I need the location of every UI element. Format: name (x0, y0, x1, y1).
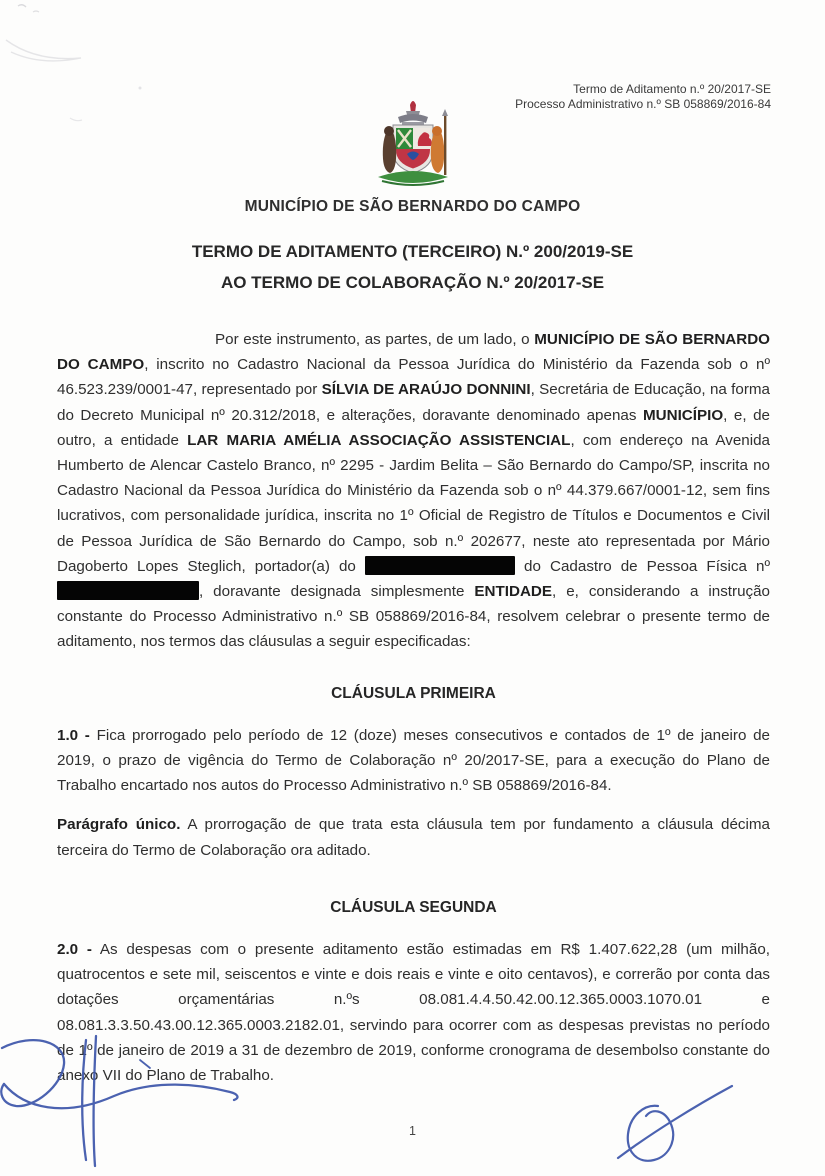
text-segment: , com endereço na Avenida Humberto de Alencar Castelo Branco, nº 2295 - Jardim Belita – São Bernardo do Campo/SP, inscrita no Cadastro Nacional da Pessoa Jurídica do Ministério da Fazenda sob o nº 44.379.667/0001-12, sem fins lucrativos, com personalidade jurídica, inscrita no 1º Oficial de Registro de Títulos e Documentos e Civil de Pessoa Jurídica de São Bernardo do Campo, sob n.º 202677, neste ato representada por Mário Dagoberto Lopes Steglich, portador(a) do (57, 431, 771, 575)
page-number: 1 (409, 1124, 416, 1138)
text-segment: , Secretária de Educação, na forma do Decreto Municipal nº 20.312/2018, e alterações, doravante denominado apenas (57, 381, 770, 424)
redaction-box (57, 581, 199, 600)
text-segment: 1.0 - (57, 726, 90, 744)
text-segment: LAR MARIA AMÉLIA ASSOCIAÇÃO ASSISTENCIAL (187, 431, 571, 449)
text-segment: MUNICÍPIO DE SÃO BERNARDO DO CAMPO (57, 331, 770, 374)
text-segment: , e, considerando a instrução constante do Processo Administrativo n.º SB 058869/2016-84, resolvem celebrar o presente termo de aditamento, nos termos das cláusulas a seguir especificadas: (57, 583, 771, 651)
text-segment: , e, de outro, a entidade (57, 406, 771, 449)
clause-one-paragraph (57, 723, 770, 799)
header-meta-line-1: Termo de Aditamento n.º 20/2017-SE (573, 82, 771, 96)
document-body (57, 327, 770, 1088)
clause-two-heading: CLÁUSULA SEGUNDA (330, 898, 497, 916)
text-segment: do Cadastro de Pessoa Física nº (514, 557, 770, 575)
text-segment: 2.0 - (57, 941, 92, 959)
header-meta-line-2: Processo Administrativo n.º SB 058869/2016-84 (515, 97, 771, 111)
text-segment: SÍLVIA DE ARAÚJO DONNINI (321, 381, 531, 399)
document-title-line-2: AO TERMO DE COLABORAÇÃO N.º 20/2017-SE (220, 273, 605, 292)
text-segment: Parágrafo único. (57, 816, 181, 834)
intro-paragraph (57, 327, 770, 655)
text-segment: MUNICÍPIO (642, 406, 724, 424)
text-segment: A prorrogação de que trata esta cláusula tem por fundamento a cláusula décima terceira do Termo de Colaboração ora aditado. (57, 816, 770, 859)
clause-one-heading: CLÁUSULA PRIMEIRA (331, 684, 496, 702)
coat-of-arms-icon (362, 93, 464, 197)
municipality-name: MUNICÍPIO DE SÃO BERNARDO DO CAMPO (244, 198, 581, 215)
text-segment: , doravante designada simplesmente (199, 583, 475, 601)
header-meta (515, 82, 771, 112)
clause-two-paragraph (57, 937, 770, 1088)
pencil-scuff-marks (0, 0, 180, 150)
text-segment: Fica prorrogado pelo período de 12 (doze) meses consecutivos e contados de 1º de janeiro de 2019, o prazo de vigência do Termo de Colaboração nº 20/2017-SE, para a execução do Plano de Trabalho encartado nos autos do Processo Administrativo n.º SB 058869/2016-84. (57, 726, 770, 795)
document-title (0, 236, 825, 298)
document-title-line-1: TERMO DE ADITAMENTO (TERCEIRO) N.º 200/2019-SE (191, 242, 634, 261)
text-segment: Por este instrumento, as partes, de um lado, o (215, 331, 535, 348)
redaction-box (365, 556, 515, 575)
text-segment: ENTIDADE (474, 583, 553, 601)
text-segment: As despesas com o presente aditamento estão estimadas em R$ 1.407.622,28 (um milhão, quatrocentos e sete mil, seiscentos e vinte e dois reais e vinte e oito centavos), e correrão por conta das dotações orçamentárias n.ºs 08.081.4.4.50.42.00.12.365.0003.1070.01 e 08.081.3.3.50.43.00.12.365.0003.2182.01, servindo para ocorrer com as despesas previstas no período de 1º de janeiro de 2019 a 31 de dezembro de 2019, conforme cronograma de desembolso constante do anexo VII do Plano de Trabalho. (57, 941, 770, 1085)
text-segment: , inscrito no Cadastro Nacional da Pessoa Jurídica do Ministério da Fazenda sob o nº 46.523.239/0001-47, representado por (57, 356, 771, 399)
clause-one-sole-paragraph (57, 812, 770, 862)
